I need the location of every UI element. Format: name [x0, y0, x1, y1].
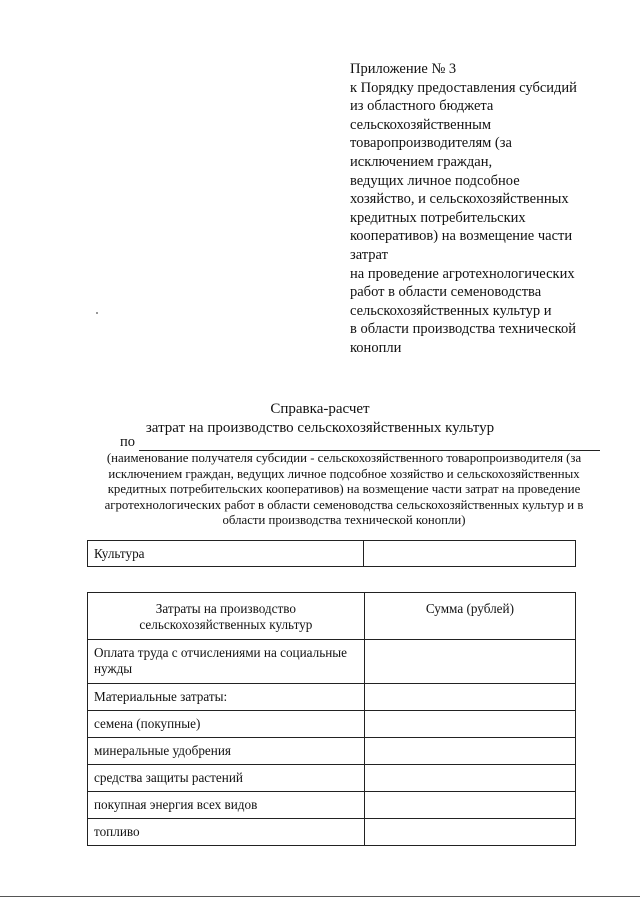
- table-header-row: [88, 593, 576, 640]
- header-sum: Сумма (рублей): [364, 593, 575, 640]
- row-label: средства защиты растений: [88, 765, 365, 792]
- sum-cell[interactable]: [364, 738, 575, 765]
- appendix-line: на проведение агротехнологических: [350, 265, 575, 282]
- title-line-1: Справка-расчет: [270, 401, 370, 417]
- sum-cell[interactable]: [364, 765, 575, 792]
- appendix-line: конопли: [350, 339, 402, 356]
- appendix-line: затрат: [350, 246, 388, 263]
- row-label: топливо: [88, 819, 365, 846]
- appendix-line: к Порядку предоставления субсидий: [350, 79, 577, 96]
- appendix-line: сельскохозяйственных культур и: [350, 302, 552, 319]
- recipient-name-line: [120, 434, 600, 451]
- culture-table: [87, 540, 576, 567]
- note-line: агротехнологических работ в области семеноводства сельскохозяйственных культур и в: [104, 497, 584, 512]
- appendix-line: кооперативов) на возмещение части: [350, 228, 573, 245]
- table-row: [88, 640, 576, 684]
- table-row: [88, 738, 576, 765]
- appendix-line: кредитных потребительских: [350, 209, 526, 226]
- table-row: [88, 684, 576, 711]
- culture-value-cell[interactable]: [364, 541, 576, 567]
- appendix-line: работ в области семеноводства: [350, 284, 542, 301]
- appendix-header: [350, 60, 610, 358]
- appendix-line: из областного бюджета: [350, 98, 494, 115]
- sum-cell[interactable]: [364, 640, 575, 684]
- row-label: покупная энергия всех видов: [88, 792, 365, 819]
- row-label: Оплата труда с отчислениями на социальные нужды: [88, 640, 365, 684]
- po-label: по: [120, 434, 136, 450]
- note-line: исключением граждан, ведущих личное подсобное хозяйство и сельскохозяйственных: [108, 466, 580, 481]
- note-line: области производства технической конопли): [222, 513, 466, 528]
- table-row: [88, 792, 576, 819]
- note-line: кредитных потребительских кооперативов) на возмещение части затрат на проведение: [107, 482, 581, 497]
- appendix-line: Приложение № 3: [350, 61, 457, 77]
- appendix-line: товаропроизводителям (за: [350, 135, 512, 152]
- appendix-line: исключением граждан,: [350, 153, 493, 170]
- recipient-name-note: [92, 451, 596, 529]
- sum-cell[interactable]: [364, 711, 575, 738]
- sum-cell[interactable]: [364, 792, 575, 819]
- table-row: [88, 711, 576, 738]
- costs-table: [87, 592, 576, 846]
- appendix-line: ведущих личное подсобное: [350, 172, 520, 189]
- sum-cell[interactable]: [364, 819, 575, 846]
- table-row: [88, 819, 576, 846]
- sum-cell[interactable]: [364, 684, 575, 711]
- appendix-line: сельскохозяйственным: [350, 116, 492, 133]
- page-bottom-edge: [0, 896, 640, 897]
- row-label: минеральные удобрения: [88, 738, 365, 765]
- recipient-name-blank[interactable]: [139, 438, 600, 451]
- table-row: [88, 765, 576, 792]
- culture-label: Культура: [88, 541, 364, 567]
- header-costs: Затраты на производство сельскохозяйственных культур: [88, 593, 365, 640]
- note-line: (наименование получателя субсидии - сельскохозяйственного товаропроизводителя (за: [106, 451, 582, 465]
- row-label: Материальные затраты:: [88, 684, 365, 711]
- table-row: [88, 541, 576, 567]
- scan-speck: [96, 312, 98, 314]
- document-title: [0, 400, 640, 438]
- row-label: семена (покупные): [88, 711, 365, 738]
- appendix-line: хозяйство, и сельскохозяйственных: [350, 191, 569, 208]
- appendix-line: в области производства технической: [350, 321, 576, 338]
- title-line-2: затрат на производство сельскохозяйственных культур: [145, 420, 495, 436]
